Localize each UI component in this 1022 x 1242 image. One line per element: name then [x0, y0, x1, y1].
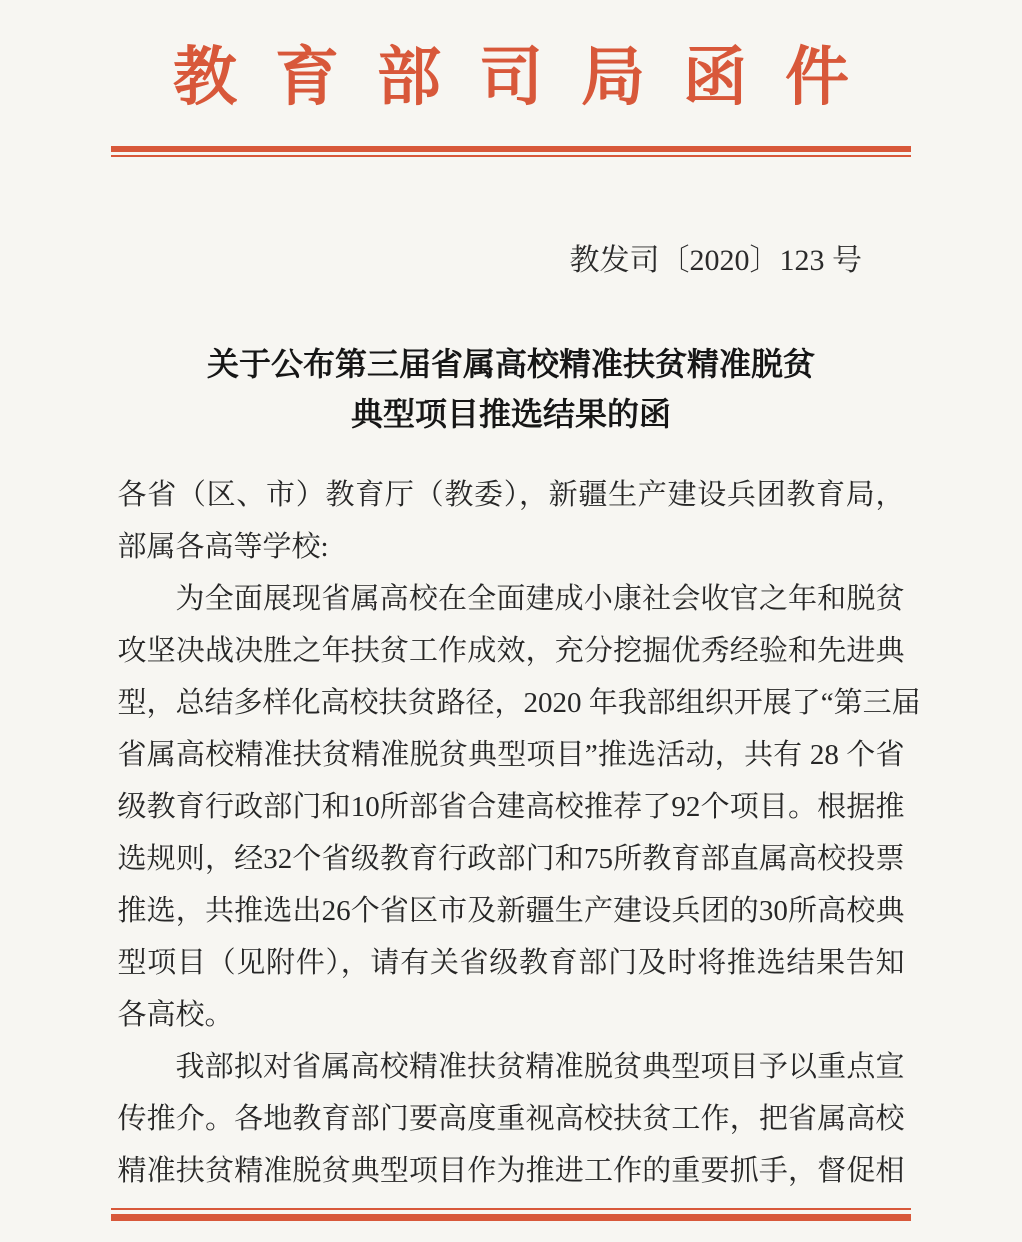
footer-rule-thin	[111, 1208, 911, 1210]
document-title-line2: 典型项目推选结果的函	[350, 396, 671, 432]
body-line: 级教育行政部门和10所部省合建高校推荐了92个项目。根据推	[117, 791, 905, 823]
document-number: 教发司〔2020〕123 号	[569, 244, 862, 277]
body-line: 各高校。	[117, 999, 234, 1031]
body-line: 推选，共推选出26个省区市及新疆生产建设兵团的30所高校典	[117, 895, 905, 927]
body-line: 型项目（见附件），请有关省级教育部门及时将推选结果告知	[117, 947, 905, 979]
document-body	[117, 469, 921, 1197]
salutation-line: 各省（区、市）教育厅（教委），新疆生产建设兵团教育局，	[117, 479, 905, 511]
body-line: 为全面展现省属高校在全面建成小康社会收官之年和脱贫	[175, 583, 905, 615]
document-title	[0, 339, 1022, 439]
header-divider	[111, 146, 911, 157]
body-line: 型，总结多样化高校扶贫路径，2020 年我部组织开展了“第三届	[117, 687, 921, 719]
document-masthead	[0, 0, 1022, 113]
body-line: 传推介。各地教育部门要高度重视高校扶贫工作，把省属高校	[117, 1103, 905, 1135]
header-rule-thick	[111, 146, 911, 152]
footer-divider	[111, 1208, 911, 1221]
body-line: 选规则，经32个省级教育行政部门和75所教育部直属高校投票	[117, 843, 905, 875]
footer-rule-thick	[111, 1214, 911, 1221]
body-line: 我部拟对省属高校精准扶贫精准脱贫典型项目予以重点宣	[175, 1051, 905, 1083]
salutation-line: 部属各高等学校:	[117, 531, 329, 563]
body-line: 攻坚决战决胜之年扶贫工作成效，充分挖掘优秀经验和先进典	[117, 635, 905, 667]
body-line: 精准扶贫精准脱贫典型项目作为推进工作的重要抓手，督促相	[117, 1155, 905, 1187]
body-line: 省属高校精准扶贫精准脱贫典型项目”推选活动，共有 28 个省	[117, 739, 905, 771]
header-rule-thin	[111, 155, 911, 157]
masthead-title: 教育部司局函件	[173, 42, 887, 113]
document-title-line1: 关于公布第三届省属高校精准扶贫精准脱贫	[206, 346, 815, 382]
